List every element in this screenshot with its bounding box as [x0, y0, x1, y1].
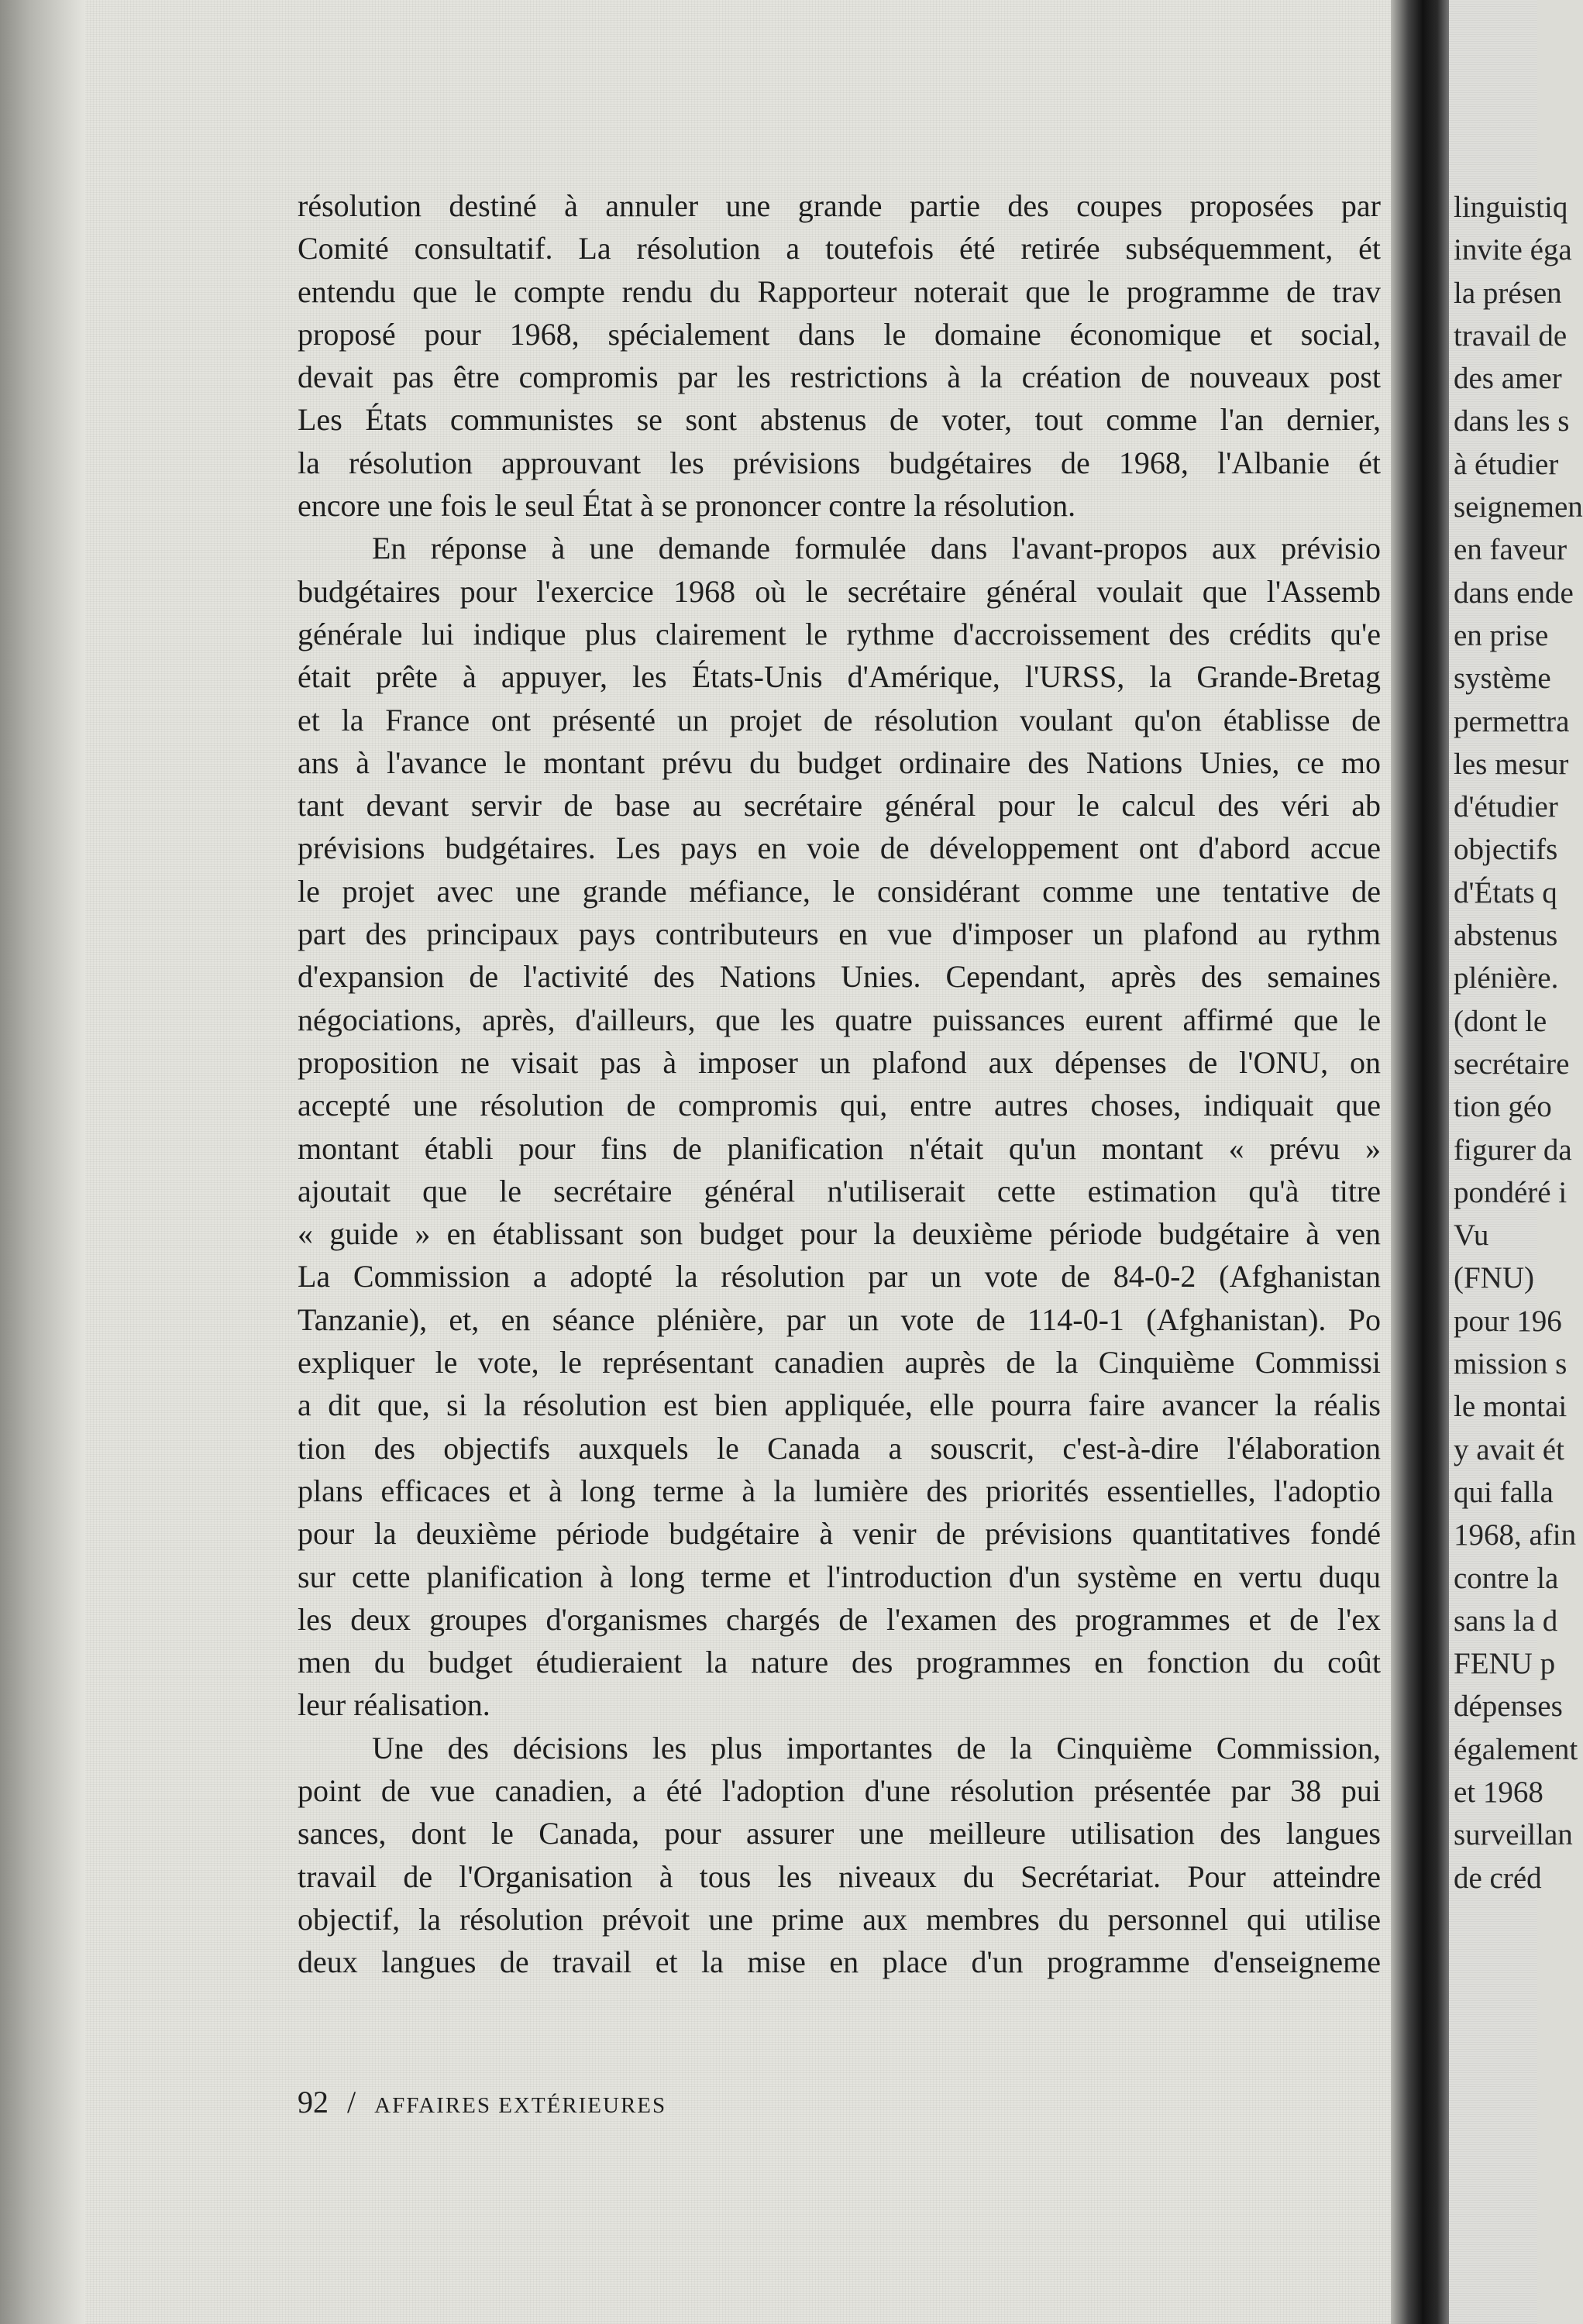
facing-line: sans la d	[1454, 1604, 1558, 1638]
facing-line: d'États q	[1454, 875, 1557, 909]
text-line: ans à l'avance le montant prévu du budget ordinaire des Nations Unies, ce mo	[298, 744, 1381, 780]
text-line: et la France ont présenté un projet de résolution voulant qu'on établisse de	[298, 702, 1381, 737]
facing-line: travail de	[1454, 318, 1568, 352]
text-line: Comité consultatif. La résolution a toutefois été retirée subséquemment, ét	[298, 231, 1381, 266]
facing-page	[1449, 0, 1583, 2324]
facing-line: secrétaire	[1454, 1047, 1570, 1081]
body-text	[298, 184, 1381, 1983]
facing-line: abstenus	[1454, 919, 1558, 953]
facing-line: figurer da	[1454, 1133, 1572, 1167]
page-number: 92	[298, 2085, 329, 2119]
text-line: prévisions budgétaires. Les pays en voie de développement ont d'abord accue	[298, 830, 1381, 866]
facing-line: dépenses	[1454, 1690, 1563, 1724]
text-line: Une des décisions les plus importantes de la Cinquième Commission,	[372, 1730, 1381, 1765]
facing-line: objectifs	[1454, 833, 1558, 867]
text-line: montant établi pour fins de planification n'était qu'un montant « prévu »	[298, 1130, 1381, 1166]
text-line: encore une fois le seul État à se prononcer contre la résolution.	[298, 488, 1076, 524]
facing-line: système	[1454, 662, 1551, 696]
facing-line: dans les s	[1454, 404, 1570, 438]
facing-line: (dont le	[1454, 1004, 1547, 1038]
facing-line: de créd	[1454, 1861, 1542, 1895]
binding-edge	[0, 0, 85, 2324]
facing-line: y avait ét	[1454, 1432, 1564, 1466]
text-line: budgétaires pour l'exercice 1968 où le secrétaire général voulait que l'Assemb	[298, 573, 1381, 609]
gutter-shadow	[1391, 0, 1449, 2324]
text-line: résolution destiné à annuler une grande partie des coupes proposées par	[298, 188, 1381, 223]
text-line: entendu que le compte rendu du Rapporteur noterait que le programme de trav	[298, 273, 1381, 309]
text-line: « guide » en établissant son budget pour la deuxième période budgétaire à ven	[298, 1216, 1381, 1252]
facing-line: surveillan	[1454, 1818, 1573, 1852]
text-line: Les États communistes se sont abstenus de voter, tout comme l'an dernier,	[298, 402, 1381, 438]
facing-line: permettra	[1454, 704, 1570, 738]
text-line: proposé pour 1968, spécialement dans le domaine économique et social,	[298, 316, 1381, 352]
facing-line: linguistiq	[1454, 191, 1568, 224]
facing-line: plénière.	[1454, 961, 1559, 995]
page-footer	[298, 2084, 666, 2120]
text-line: tion des objectifs auxquels le Canada a souscrit, c'est-à-dire l'élaboration	[298, 1430, 1381, 1466]
text-line: En réponse à une demande formulée dans l'avant-propos aux prévisio	[372, 531, 1381, 566]
text-line: générale lui indique plus clairement le rythme d'accroissement des crédits qu'e	[298, 616, 1381, 651]
running-title: AFFAIRES EXTÉRIEURES	[374, 2093, 667, 2118]
facing-line: la présen	[1454, 276, 1562, 310]
text-line: deux langues de travail et la mise en place d'un programme d'enseigneme	[298, 1944, 1381, 1980]
text-line: sur cette planification à long terme et l'introduction d'un système en vertu duqu	[298, 1559, 1381, 1594]
facing-line: qui falla	[1454, 1475, 1554, 1509]
facing-line: (FNU)	[1454, 1261, 1534, 1295]
text-line: était prête à appuyer, les États-Unis d'Amérique, l'URSS, la Grande-Bretag	[298, 659, 1381, 695]
text-line: travail de l'Organisation à tous les niveaux du Secrétariat. Pour atteindre	[298, 1858, 1381, 1894]
text-line: la résolution approuvant les prévisions budgétaires de 1968, l'Albanie ét	[298, 445, 1381, 480]
text-line: négociations, après, d'ailleurs, que les quatre puissances eurent affirmé que le	[298, 1002, 1381, 1037]
facing-line: à étudier	[1454, 447, 1559, 481]
text-line: devait pas être compromis par les restrictions à la création de nouveaux post	[298, 359, 1381, 395]
text-line: le projet avec une grande méfiance, le considérant comme une tentative de	[298, 873, 1381, 909]
text-line: ajoutait que le secrétaire général n'utiliserait cette estimation qu'à titre	[298, 1173, 1381, 1208]
folio-separator: /	[347, 2085, 356, 2119]
text-line: objectif, la résolution prévoit une prime aux membres du personnel qui utilise	[298, 1901, 1381, 1937]
facing-line: des amer	[1454, 362, 1562, 396]
facing-line: également	[1454, 1732, 1578, 1766]
text-line: les deux groupes d'organismes chargés de l'examen des programmes et de l'ex	[298, 1601, 1381, 1637]
facing-page-text	[1454, 186, 1583, 1899]
text-line: La Commission a adopté la résolution par un vote de 84-0-2 (Afghanistan	[298, 1259, 1381, 1294]
text-line: part des principaux pays contributeurs en vue d'imposer un plafond au rythm	[298, 916, 1381, 952]
facing-line: invite éga	[1454, 233, 1572, 267]
facing-line: et 1968	[1454, 1775, 1543, 1809]
facing-line: contre la	[1454, 1561, 1559, 1595]
facing-line: pondéré i	[1454, 1175, 1568, 1209]
text-line: tant devant servir de base au secrétaire général pour le calcul des véri ab	[298, 788, 1381, 823]
facing-line: le montai	[1454, 1390, 1568, 1424]
text-line: Tanzanie), et, en séance plénière, par un vote de 114-0-1 (Afghanistan). Po	[298, 1301, 1381, 1337]
facing-line: d'étudier	[1454, 790, 1558, 824]
facing-line: FENU p	[1454, 1647, 1556, 1681]
text-line: plans efficaces et à long terme à la lumière des priorités essentielles, l'adoptio	[298, 1473, 1381, 1508]
facing-line: pour 196	[1454, 1304, 1562, 1338]
text-line: proposition ne visait pas à imposer un plafond aux dépenses de l'ONU, on	[298, 1044, 1381, 1080]
text-line: point de vue canadien, a été l'adoption d'une résolution présentée par 38 pui	[298, 1772, 1381, 1808]
text-line: expliquer le vote, le représentant canadien auprès de la Cinquième Commissi	[298, 1345, 1381, 1380]
text-line: d'expansion de l'activité des Nations Unies. Cependant, après des semaines	[298, 959, 1381, 995]
text-line: sances, dont le Canada, pour assurer une meilleure utilisation des langues	[298, 1816, 1381, 1851]
text-line: leur réalisation.	[298, 1687, 490, 1723]
facing-line: tion géo	[1454, 1090, 1552, 1124]
text-line: pour la deuxième période budgétaire à venir de prévisions quantitatives fondé	[298, 1516, 1381, 1552]
facing-line: seignemen	[1454, 490, 1583, 524]
facing-line: 1968, afin	[1454, 1518, 1577, 1552]
text-line: a dit que, si la résolution est bien appliquée, elle pourra faire avancer la réalis	[298, 1387, 1381, 1423]
facing-line: mission s	[1454, 1347, 1568, 1381]
facing-line: Vu	[1454, 1219, 1489, 1253]
facing-line: en faveur	[1454, 533, 1568, 567]
facing-line: les mesur	[1454, 747, 1569, 781]
text-line: men du budget étudieraient la nature des programmes en fonction du coût	[298, 1645, 1381, 1680]
facing-line: dans ende	[1454, 576, 1574, 610]
facing-line: en prise	[1454, 618, 1549, 652]
text-line: accepté une résolution de compromis qui, entre autres choses, indiquait que	[298, 1088, 1381, 1123]
